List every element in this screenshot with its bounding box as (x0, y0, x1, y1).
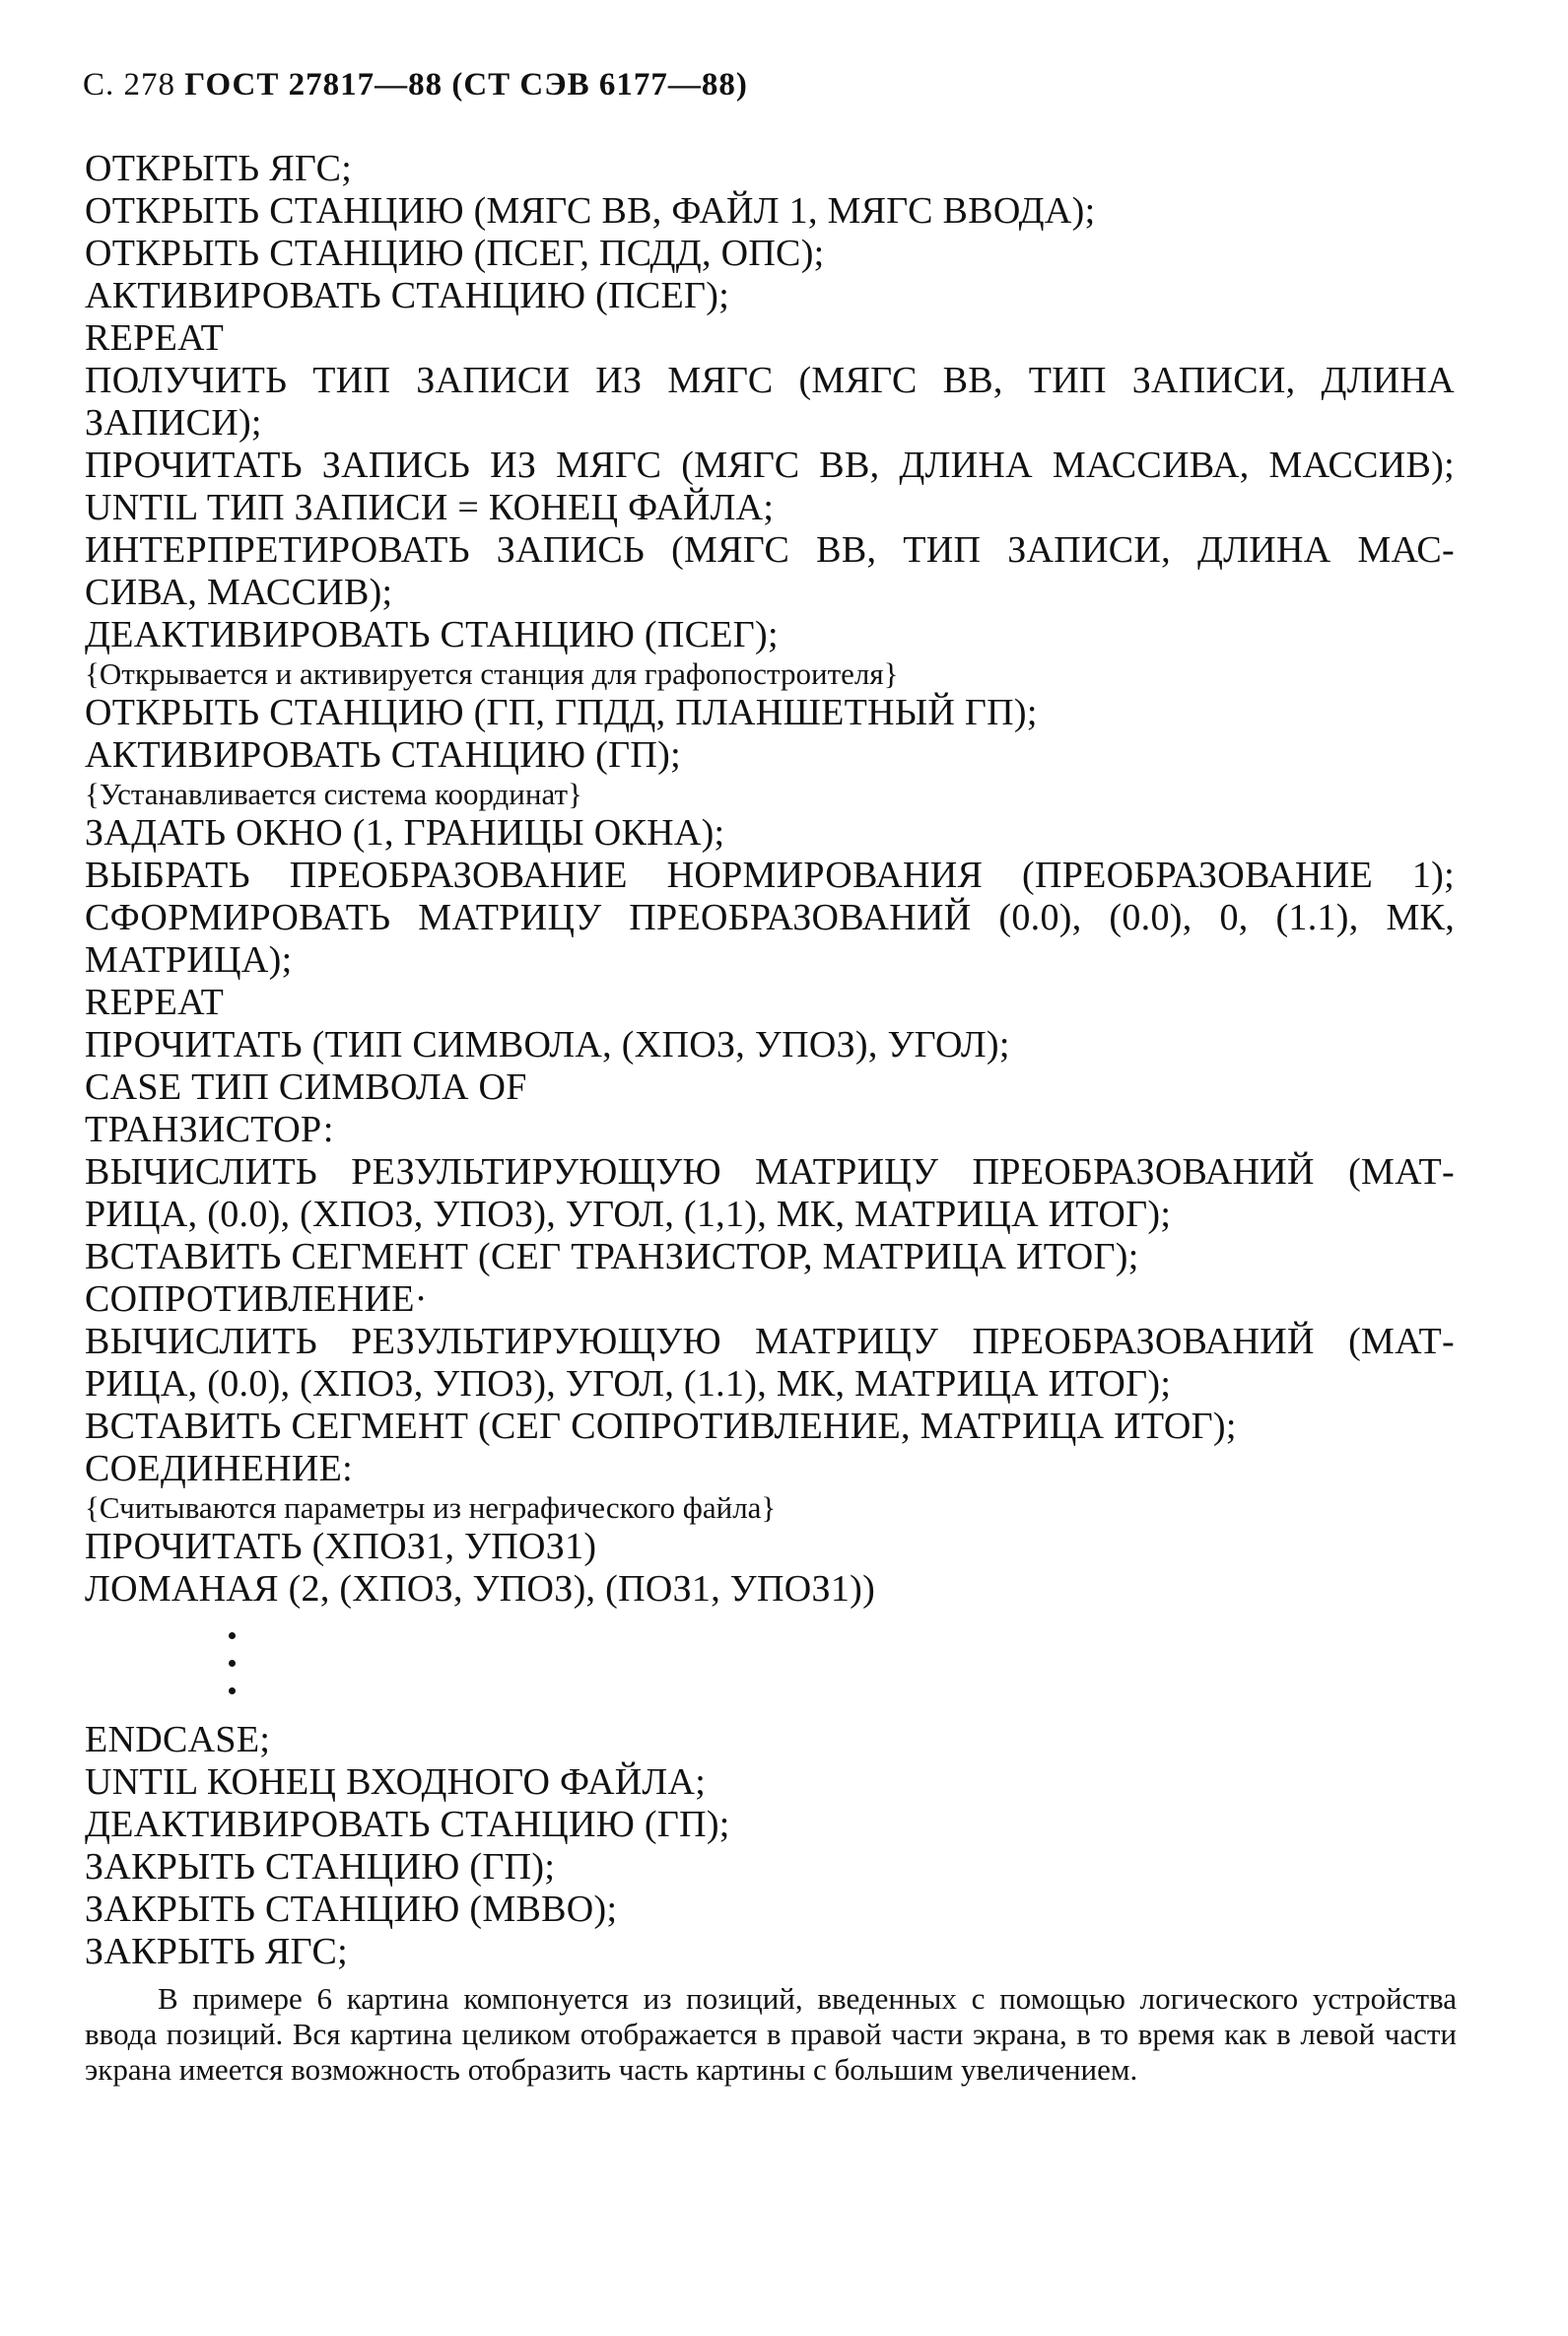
code-line: ПРОЧИТАТЬ (ТИП СИМВОЛА, (ХПОЗ, УПОЗ), УГОЛ); (85, 1024, 1010, 1065)
dot (229, 1660, 236, 1667)
code-line: СОПРОТИВЛЕНИЕ· (85, 1278, 428, 1320)
code-line: СФОРМИРОВАТЬ МАТРИЦУ ПРЕОБРАЗОВАНИЙ (0.0), (0.0), 0, (1.1), МК, (85, 897, 1455, 938)
dot (229, 1632, 236, 1639)
code-line: ENDCASE; (85, 1719, 271, 1760)
code-line: ТРАНЗИСТОР: (85, 1109, 334, 1150)
dot (229, 1687, 236, 1694)
code-comment: {Устанавливается система координат} (85, 777, 582, 811)
page-header (83, 67, 748, 103)
code-line: ДЕАКТИВИРОВАТЬ СТАНЦИЮ (ГП); (85, 1804, 730, 1845)
code-line: СИВА, МАССИВ); (85, 572, 393, 613)
code-line: ОТКРЫТЬ СТАНЦИЮ (ГП, ГПДД, ПЛАНШЕТНЫЙ ГП); (85, 692, 1038, 733)
code-line: ЗАДАТЬ ОКНО (1, ГРАНИЦЫ ОКНА); (85, 812, 725, 854)
code-line: АКТИВИРОВАТЬ СТАНЦИЮ (ГП); (85, 734, 681, 776)
ellipsis-dots (85, 1611, 1465, 1719)
code-comment: {Считываются параметры из неграфического файла} (85, 1490, 777, 1525)
code-line: CASE ТИП СИМВОЛА OF (85, 1066, 527, 1108)
page-number: С. 278 (83, 67, 176, 103)
code-line: ПРОЧИТАТЬ ЗАПИСЬ ИЗ МЯГС (МЯГС ВВ, ДЛИНА МАССИВА, МАССИВ); (85, 445, 1455, 486)
code-line: ОТКРЫТЬ ЯГС; (85, 148, 353, 189)
code-comment: {Открывается и активируется станция для графопостроителя} (85, 656, 899, 691)
code-line: ЛОМАНАЯ (2, (ХПОЗ, УПОЗ), (ПОЗ1, УПОЗ1)) (85, 1568, 876, 1610)
code-line: ВЫЧИСЛИТЬ РЕЗУЛЬТИРУЮЩУЮ МАТРИЦУ ПРЕОБРАЗОВАНИЙ (МАТ- (85, 1321, 1455, 1362)
code-line: ВЫБРАТЬ ПРЕОБРАЗОВАНИЕ НОРМИРОВАНИЯ (ПРЕОБРАЗОВАНИЕ 1); (85, 855, 1455, 896)
code-line: ОТКРЫТЬ СТАНЦИЮ (МЯГС ВВ, ФАЙЛ 1, МЯГС ВВОДА); (85, 190, 1096, 232)
code-line: ВЫЧИСЛИТЬ РЕЗУЛЬТИРУЮЩУЮ МАТРИЦУ ПРЕОБРАЗОВАНИЙ (МАТ- (85, 1151, 1455, 1193)
code-line: ОТКРЫТЬ СТАНЦИЮ (ПСЕГ, ПСДД, ОПС); (85, 233, 825, 274)
code-line: ПРОЧИТАТЬ (ХПОЗ1, УПОЗ1) (85, 1526, 597, 1567)
code-line: ЗАКРЫТЬ СТАНЦИЮ (ГП); (85, 1846, 556, 1888)
code-line: UNTIL КОНЕЦ ВХОДНОГО ФАЙЛА; (85, 1761, 707, 1803)
code-line: ЗАПИСИ); (85, 402, 262, 444)
code-line: ИНТЕРПРЕТИРОВАТЬ ЗАПИСЬ (МЯГС ВВ, ТИП ЗАПИСИ, ДЛИНА МАС- (85, 529, 1455, 571)
code-listing (85, 148, 1465, 1973)
standard-designation: ГОСТ 27817—88 (СТ СЭВ 6177—88) (184, 67, 748, 103)
code-line: UNTIL ТИП ЗАПИСИ = КОНЕЦ ФАЙЛА; (85, 487, 775, 528)
code-line: REPEAT (85, 317, 225, 359)
code-line: ДЕАКТИВИРОВАТЬ СТАНЦИЮ (ПСЕГ); (85, 614, 779, 655)
code-line: СОЕДИНЕНИЕ: (85, 1448, 353, 1489)
code-line: ВСТАВИТЬ СЕГМЕНТ (СЕГ СОПРОТИВЛЕНИЕ, МАТРИЦА ИТОГ); (85, 1406, 1237, 1447)
code-line: ЗАКРЫТЬ СТАНЦИЮ (МВВО); (85, 1889, 618, 1930)
code-line: РИЦА, (0.0), (ХПОЗ, УПОЗ), УГОЛ, (1.1), МК, МАТРИЦА ИТОГ); (85, 1363, 1172, 1405)
code-line: АКТИВИРОВАТЬ СТАНЦИЮ (ПСЕГ); (85, 275, 730, 316)
body-paragraph: В примере 6 картина компонуется из позиций, введенных с помощью логического устройства ввода позиций. Вся картина целиком отображается в правой части экрана, в то время как в левой части экрана имеется возможность отобразить часть картины с большим увеличением. (85, 1981, 1457, 2087)
code-line: REPEAT (85, 982, 225, 1023)
code-line: ЗАКРЫТЬ ЯГС; (85, 1931, 348, 1972)
code-line: ПОЛУЧИТЬ ТИП ЗАПИСИ ИЗ МЯГС (МЯГС ВВ, ТИП ЗАПИСИ, ДЛИНА (85, 360, 1455, 401)
code-line: ВСТАВИТЬ СЕГМЕНТ (СЕГ ТРАНЗИСТОР, МАТРИЦА ИТОГ); (85, 1236, 1139, 1277)
code-line: РИЦА, (0.0), (ХПОЗ, УПОЗ), УГОЛ, (1,1), МК, МАТРИЦА ИТОГ); (85, 1194, 1172, 1235)
code-line: МАТРИЦА); (85, 939, 293, 981)
